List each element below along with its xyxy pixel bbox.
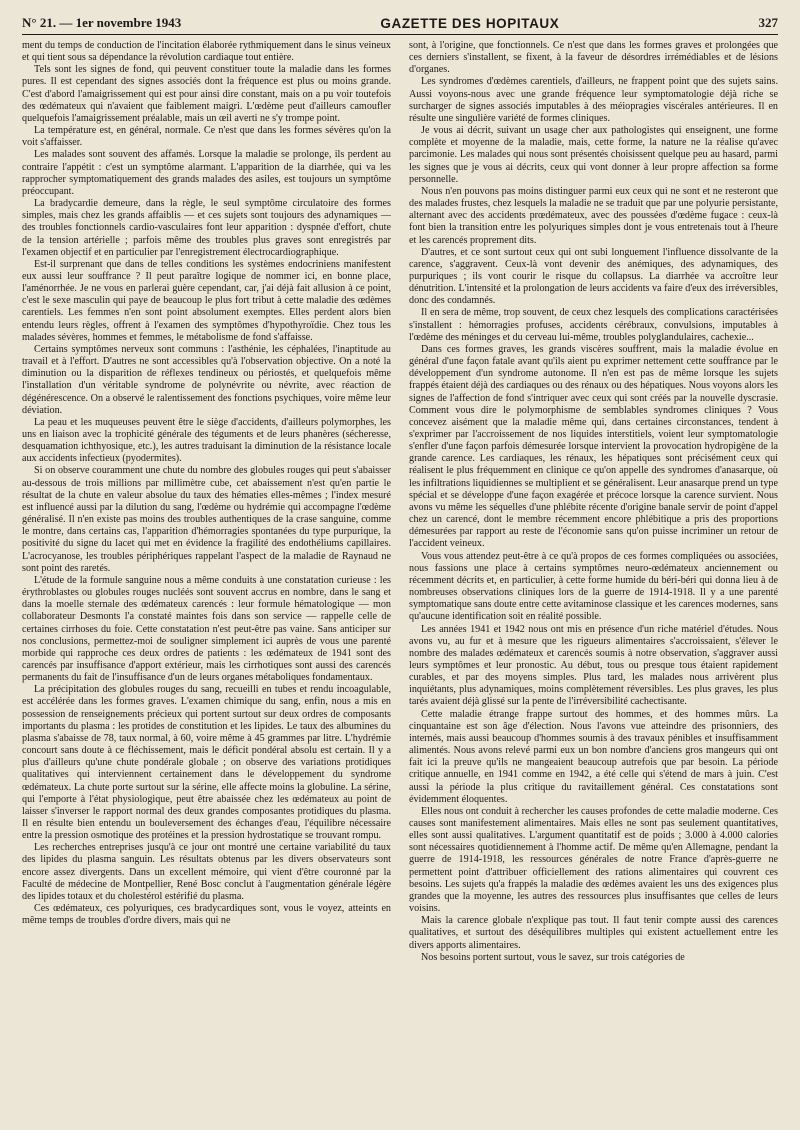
paragraph: Cette maladie étrange frappe surtout des hommes, et des hommes mûrs. La cinquantaine est son âge d'élection. Nous l'avons vue atteindre des prisonniers, des internés, mais aussi beaucoup d'hommes soumis à des travaux pénibles et insuffisamment alimentés. Nous avons relevé parmi eux un bon nombre d'anciens gros mangeurs qui ont fait ici la preuve qu'ils ne mangeaient beaucoup autrefois que par besoin. La période critique annuelle, en 1941 comme en 1942, a été celle qui s'étend de mars à juin. C'est aussi la période la plus critique du ravitaillement général. Ces constatations sont évidemment éloquentes. — [409, 708, 778, 805]
paragraph: Si on observe couramment une chute du nombre des globules rouges qui peut s'abaisser au-dessous de trois millions par millimètre cube, cet abaissement n'est qu'en partie le résultat de la chute en valeur absolue du taux des hématies elles-mêmes ; l'index mesuré est influencé aussi par la dilution du sang, l'œdème ou hydrémie qui accompagne l'œdème généralisé. Il n'en existe pas moins des troubles authentiques de la crase sanguine, comme le montre, dans certains cas, l'apparition d'hémorragies spontanées du type purpurique, la positivité du signe du lacet qui met en évidence la fragilité des endothéliums capillaires. L'acrocyanose, les troubles périphériques rappelant l'aspect de la maladie de Raynaud ne sont point des raretés. — [22, 465, 391, 574]
paragraph: Mais la carence globale n'explique pas tout. Il faut tenir compte aussi des carences qualitatives, et surtout des déséquilibres multiples qui existent actuellement entre les divers apports alimentaires. — [409, 915, 778, 951]
paragraph: Les syndromes d'œdèmes carentiels, d'ailleurs, ne frappent point que des sujets sains. Aussi voyons-nous avec une grande fréquence leur symptomatologie déjà riche se surcharger de signes associés imputables à des méiopragies viscérales antérieures. Il en résulte une singulière variété de formes cliniques. — [409, 76, 778, 124]
article-body — [22, 40, 778, 1118]
page-number: 327 — [758, 15, 778, 30]
paragraph: La température est, en général, normale. Ce n'est que dans les formes sévères qu'on la voit s'affaisser. — [22, 125, 391, 149]
paragraph: La peau et les muqueuses peuvent être le siège d'accidents, d'ailleurs polymorphes, les uns en liaison avec la trophicité générale des téguments et de leurs phanères (sécheresse, desquamation ichthyosique, etc.), les autres traduisant la diminution de la résistance locale aux accidents infectieux (pyodermites). — [22, 416, 391, 465]
right-column — [409, 40, 778, 1118]
paragraph: La bradycardie demeure, dans la règle, le seul symptôme circulatoire des formes simples, mais chez les grands affaiblis — et ces sujets sont toujours des adynamiques — des troubles fonctionnels cardio-vasculaires font leur apparition : dyspnée d'effort, chute de la tension artérielle ; parfois même des troubles plus graves sont enregistrés par l'examen objectif et en particulier par l'enregistrement électrocardiographique. — [22, 198, 391, 258]
issue-date: N° 21. — 1er novembre 1943 — [22, 15, 182, 30]
left-column — [22, 40, 391, 1118]
paragraph: Nous n'en pouvons pas moins distinguer parmi eux ceux qui ne sont et ne resteront que des malades frustes, chez lesquels la maladie ne se traduit que par une polyurie persistante, alternant avec des accidents prœdémateux, avec des poussées d'œdème fugace : ceux-là font bien la transition entre les polyuriques simples dont je vous entretenais tout à l'heure et les carencés proprement dits. — [409, 185, 778, 246]
paragraph: Nos besoins portent surtout, vous le savez, sur trois catégories de — [421, 951, 685, 963]
paragraph: Il en sera de même, trop souvent, de ceux chez lesquels des complications caractérisées s'installent : hémorragies profuses, accidents cérébraux, convulsions, imputables à l'œdème des méninges et du cerveau lui-même, troubles polyglandulaires, cachexie... — [409, 307, 778, 343]
page-header — [22, 12, 778, 35]
paragraph: Les recherches entreprises jusqu'à ce jour ont montré une certaine variabilité du taux des lipides du plasma sanguin. Les résultats obtenus par les divers observateurs sont encore assez divergents. Dans un excellent mémoire, qui vient d'être couronné par la Faculté de médecine de Montpellier, René Bosc conclut à l'augmentation générale légère des lipides totaux et du cholestérol estérifié du plasma. — [22, 842, 391, 902]
paragraph: Est-il surprenant que dans de telles conditions les systèmes endocriniens manifestent eux aussi leur souffrance ? Il peut paraître logique de nommer ici, en bonne place, l'aménorrhée. Je ne vous en parlerai guère cependant, car, j'ai déjà fait allusion à ce point, c'est le sexe masculin qui paye de beaucoup le plus fort tribut à cette maladie des œdèmes carentiels. Les femmes n'en sont point absolument exemptes. Elles perdent alors bien entendu leurs règles, offrent à l'examen des symptômes d'hypothyroïdie. Chez tous les malades sévères, hommes et femmes, le métabolisme de fond s'affaisse. — [22, 258, 391, 343]
journal-title: GAZETTE DES HOPITAUX — [380, 15, 560, 31]
paragraph: ment du temps de conduction de l'incitation élaborée rythmiquement dans le sinus veineux et qui tient sous sa dépendance la révolution cardiaque tout entière. — [22, 40, 391, 64]
paragraph: Les années 1941 et 1942 nous ont mis en présence d'un riche matériel d'études. Nous avons vu, au fur et à mesure que les rigueurs alimentaires s'accroissaient, s'élever le nombre des malades œdémateux et carencés soumis à notre observation, s'aggraver aussi leurs symptômes et leur pronostic. Au début, tous ou presque tous étaient rapidement curables, et par des moyens simples. Plus tard, les malades nous arrivèrent plus inquiétants, plus adynamiques, moins complètement réversibles. Les plus graves, les plus tarés avaient déjà glissé sur la pente de l'irréversibilité cachectisante. — [409, 623, 778, 708]
paragraph: Elles nous ont conduit à rechercher les causes profondes de cette maladie moderne. Ces causes sont manifestement alimentaires. Mais elles ne sont pas seulement quantitatives, elles sont aussi qualitatives. L'argument quantitatif est de poids ; 3.000 à 4.000 calories sont nécessaires quotidiennement à l'homme actif. De même qu'en Allemagne, pendant la guerre de 1914-1918, les ressources générales de notre France d'après-guerre ne permettent point d'attribuer officiellement des rations alimentaires qui couvrent ces besoins. Les sujets qu'a frappés la maladie des œdèmes avaient les uns des exigences plus grandes que la moyenne, les autres des ressources plus insuffisantes que celles de leurs voisins. — [409, 805, 778, 915]
paragraph: sont, à l'origine, que fonctionnels. Ce n'est que dans les formes graves et prolongées que ces derniers s'installent, se fixent, à la faveur de désordres irrémédiables et de lésions d'organes. — [409, 40, 778, 76]
paragraph: Vous vous attendez peut-être à ce qu'à propos de ces formes compliquées ou associées, nous fassions une place à certains symptômes neuro-œdémateux anciennement ou récemment décrits et, en particulier, à cette forme humide du béri-béri qui donna lieu à de nombreuses observations cliniques lors de la guerre de 1914-1918. Il y a une parenté symptomatique sans doute entre cette avitaminose classique et les carences modernes, sans qu'aucune identification soit en réalité possible. — [409, 550, 778, 623]
paragraph: Certains symptômes nerveux sont communs : l'asthénie, les céphalées, l'inaptitude au travail et à l'effort. D'autres ne sont accessibles qu'à l'observation objective. On a noté la diminution ou la disparition de réflexes tendineux ou périostés, et quelquefois même l'installation d'un véritable syndrome de polynévrite ou névrite, avec réaction de dégénérescence. On a observé le ralentissement des fonctions psychiques, voire même leur déviation. — [22, 343, 391, 416]
paragraph: D'autres, et ce sont surtout ceux qui ont subi longuement l'influence dissolvante de la carence, s'aggravent. Ceux-là vont devenir des anémiques, des adynamiques, des purpuriques ; ils vont courir le risque du collapsus. La diarrhée va accroître leur dénutrition. L'intensité et la prolongation de leurs accidents va faire d'eux des irréversibles, donc des condamnés. — [409, 246, 778, 307]
paragraph: L'étude de la formule sanguine nous a même conduits à une constatation curieuse : les érythroblastes ou globules rouges nucléés sont souvent accrus en nombre, dans le sang et dans la moelle sternale des œdémateux carencés : leur formule hématologique — mon collaborateur Desmonts l'a constaté maintes fois dans son service — rappelle celle de certaines cirrhoses du foie. Cette constatation n'est peut-être pas vaine. Sans anticiper sur nos conclusions, permettez-moi de souligner simplement ici auprès de vous une parenté morbide qui rapproche ces deux ordres de patients : les œdémateux de 1941 sont des carencés par insuffisance d'apport extérieur, mais les cirrhotiques sont aussi des carencés permanents du fait de l'insuffisance d'un de leurs organes métaboliques fondamentaux. — [22, 574, 391, 684]
paragraph: Tels sont les signes de fond, qui peuvent constituer toute la maladie dans les formes pures. Il est cependant des signes associés dont la fréquence est plus ou moins grande. C'est d'abord l'amaigrissement qui est pour ainsi dire constant, mais on a pu voir toutefois des œdémateux qui n'avaient que faiblement maigri. L'œdème peut d'ailleurs camoufler quelquefois l'amaigrissement préalable, mais un œil averti ne s'y trompe point. — [22, 64, 391, 124]
paragraph: Ces œdémateux, ces polyuriques, ces bradycardiques sont, vous le voyez, atteints en même temps de troubles d'ordre divers, mais qui ne — [22, 903, 391, 927]
paragraph: Les malades sont souvent des affamés. Lorsque la maladie se prolonge, ils perdent au contraire l'appétit : c'est un symptôme alarmant. L'apparition de la diarrhée, qui va les rapprocher symptomatiquement des grands malades des asiles, est toujours un symptôme préoccupant. — [22, 149, 391, 197]
paragraph: Dans ces formes graves, les grands viscères souffrent, mais la maladie évolue en général d'une façon fatale avant qu'ils aient pu exprimer nettement cette souffrance par le développement d'un syndrome autonome. Il n'en est pas de même lorsque les sujets frappés étaient déjà des cardiaques ou des rénaux ou des hépatiques. Nous voyons alors les signes de l'affection de fond s'intriquer avec ceux qui sont créés par la nouvelle dyscrasie. Comment vous dire le polymorphisme de semblables syndromes cliniques ? Vous concevez aisément que la maladie même qui, dans certaines circonstances, tendent à s'exprimer par l'accroissement de nos liquides interstitiels, voient leur symptomatologie s'enfler d'une façon parfois démesurée lorsque intervient la provocation hydropigène de la grande carence. Les cardiaques, les rénaux, les hépatiques sont précisément ceux qui réalisent le plus fréquemment en clinique ce qu'on appelle des syndromes d'anasarque, où les infiltrations liquidiennes se multiplient et se généralisent. Leur anasarque prend un type spécial et se développe d'une façon exagérée et précoce lorsque la carence survient. Nous avons vu même les séquelles d'une phlébite récente d'origine banale servir de point d'appel chez un carencé, dont le membre récemment encore phlébitique a pris des proportions démesurées par rapport au reste de l'économie sans qu'on puisse incriminer un retour de l'accident veineux. — [409, 343, 778, 550]
paragraph: Je vous ai décrit, suivant un usage cher aux pathologistes qui enseignent, une forme complète et moyenne de la maladie, mais, cette forme, la nature ne la réalise qu'avec parcimonie. Les malades qui nous sont présentés choisissent quelque peu au hasard, parmi les signes que je vous ai décrits, ceux qui vont donner à leur propre affection sa forme personnelle. — [409, 125, 778, 185]
paragraph: La précipitation des globules rouges du sang, recueilli en tubes et rendu incoagulable, est accélérée dans les formes graves. L'examen chimique du sang, enfin, nous a mis en possession de renseignements précieux qui portent surtout sur deux ordres de composants importants du plasma : les protides de constitution et les lipides. Le taux des albumines du plasma s'abaisse de 78, taux normal, à 60, voire même à 45 grammes par litre. L'hydrémie concourt sans doute à ce fléchissement, mais le déficit pondéral absolu est certain. Il y a plus d'ailleurs qu'une chute pondérale globale ; on observe des variations protidiques qualitatives qui interviennent certainement dans le développement du syndrome œdémateux. La chute porte surtout sur la sérine, elle affecte moins la globuline. La sérine, qui l'emporte à l'état physiologique, peut être abaissée chez les œdémateux au point de laisser s'inverser le rapport normal des deux grandes composantes protidiques du plasma. Il en résulte bien entendu un bouleversement des échanges d'eau, l'équilibre nécessaire entre la pression osmotique des protéines et la pression hydrostatique se trouvant rompu. — [22, 684, 391, 842]
